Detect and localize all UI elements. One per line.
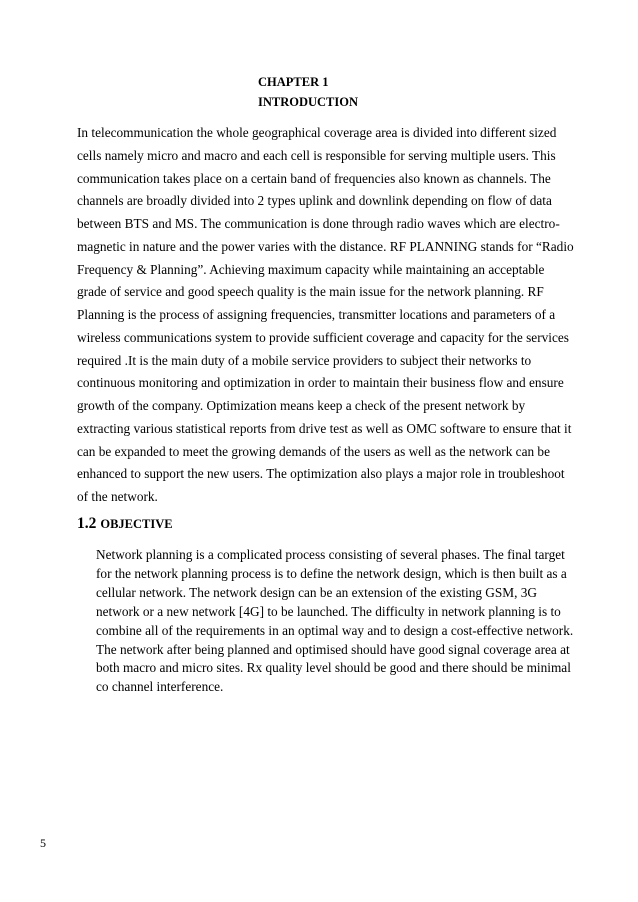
chapter-label: CHAPTER 1 xyxy=(258,75,329,89)
intro-line: channels are broadly divided into 2 types uplink and downlink depending on flow of data xyxy=(77,193,552,209)
intro-line: magnetic in nature and the power varies with the distance. RF PLANNING stands for “Radio xyxy=(77,238,574,254)
objective-line: both macro and micro sites. Rx quality level should be good and there should be minimal xyxy=(96,660,571,676)
section-number: 1.2 xyxy=(77,515,97,532)
page-number: 5 xyxy=(40,836,46,850)
intro-line: between BTS and MS. The communication is done through radio waves which are electro- xyxy=(77,216,560,231)
objective-line: cellular network. The network design can be an extension of the existing GSM, 3G xyxy=(96,584,538,600)
chapter-title: INTRODUCTION xyxy=(258,95,359,109)
intro-line: enhanced to support the new users. The optimization also plays a major role in troubleshoot xyxy=(77,466,565,482)
intro-line: grade of service and good speech quality is the main issue for the network planning. RF xyxy=(77,284,544,300)
objective-line: Network planning is a complicated process consisting of several phases. The final target xyxy=(96,547,565,562)
objective-line: co channel interference. xyxy=(96,679,224,695)
intro-line: required .It is the main duty of a mobile service providers to subject their networks to xyxy=(77,352,532,368)
objective-line: for the network planning process is to define the network design, which is then built as a xyxy=(96,565,567,581)
objective-paragraph xyxy=(96,546,574,697)
objective-line: network or a new network [4G] to be launched. The difficulty in network planning is to xyxy=(96,603,561,619)
intro-line: Planning is the process of assigning frequencies, transmitter locations and parameters of a xyxy=(77,307,556,322)
intro-line: communication takes place on a certain band of frequencies also known as channels. The xyxy=(77,170,551,186)
intro-line: Frequency & Planning”. Achieving maximum capacity while maintaining an acceptable xyxy=(77,261,545,277)
intro-line: cells namely micro and macro and each cell is responsible for serving multiple users. This xyxy=(77,147,556,163)
intro-line: can be expanded to meet the growing demands of the users as well as the network can be xyxy=(77,443,550,459)
introduction-paragraph xyxy=(77,122,574,509)
intro-line: In telecommunication the whole geographical coverage area is divided into different sized xyxy=(77,125,557,140)
intro-line: of the network. xyxy=(77,489,158,504)
intro-line: growth of the company. Optimization means keep a check of the present network by xyxy=(77,398,526,413)
objective-line: The network after being planned and optimised should have good signal coverage area at xyxy=(96,641,570,657)
section-title: OBJECTIVE xyxy=(100,517,173,531)
objective-heading xyxy=(77,515,173,533)
objective-line: combine all of the requirements in an optimal way and to design a cost-effective network. xyxy=(96,622,574,638)
intro-line: extracting various statistical reports from drive test as well as OMC software to ensure that it xyxy=(77,420,572,436)
chapter-heading xyxy=(258,72,358,112)
intro-line: continuous monitoring and optimization in order to maintain their business flow and ensure xyxy=(77,375,564,391)
intro-line: wireless communications system to provide sufficient coverage and capacity for the services xyxy=(77,329,569,345)
